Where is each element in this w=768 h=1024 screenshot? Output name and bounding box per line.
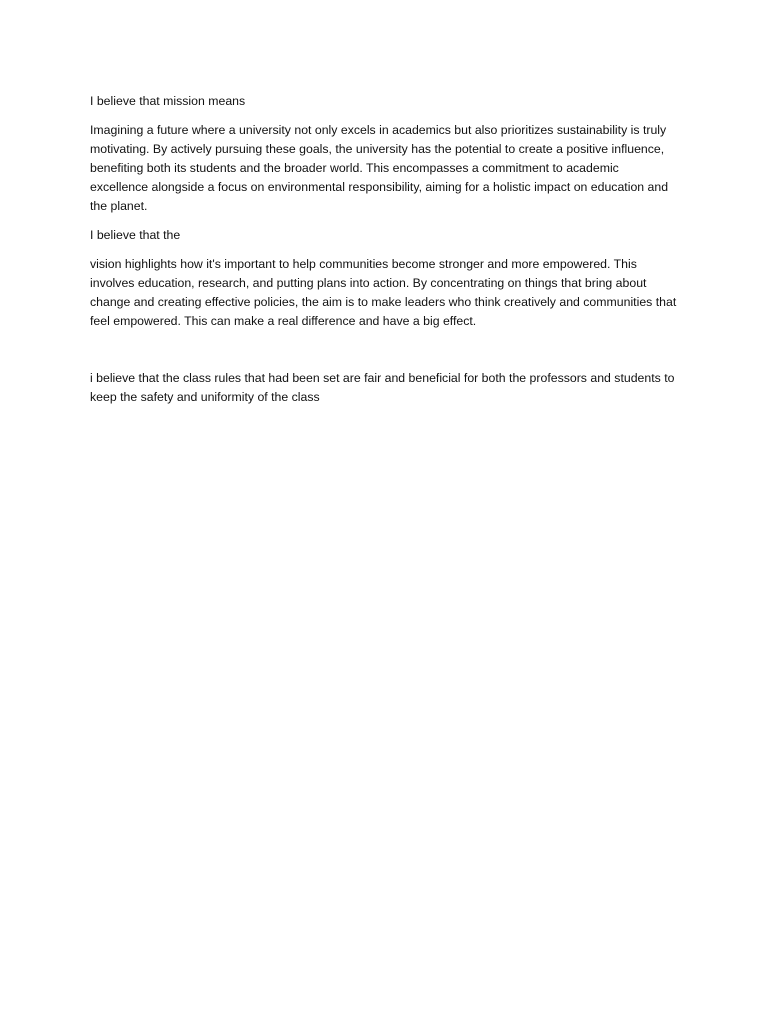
- paragraph-vision-text: vision highlights how it's important to help communities become stronger and more empowered. This involves education, research, and putting plans into action. By concentrating on things that bring about change and creating effective policies, the aim is to make leaders who think creatively and communities that feel empowered. This can make a real difference and have a big effect.: [90, 257, 677, 328]
- paragraph-class-rules: i believe that the class rules that had been set are fair and beneficial for both the professors and students to keep the safety and uniformity of the class: [90, 371, 675, 404]
- paragraph-mission-text: Imagining a future where a university not only excels in academics but also prioritizes sustainability is truly motivating. By actively pursuing these goals, the university has the potential to create a positive influence, benefiting both its students and the broader world. This encompasses a commitment to academic excellence alongside a focus on environmental responsibility, aiming for a holistic impact on education and the planet.: [90, 123, 669, 213]
- document-body: [90, 92, 680, 417]
- paragraph-mission-heading: I believe that mission means: [90, 94, 246, 108]
- paragraph-vision-heading: I believe that the: [90, 228, 181, 242]
